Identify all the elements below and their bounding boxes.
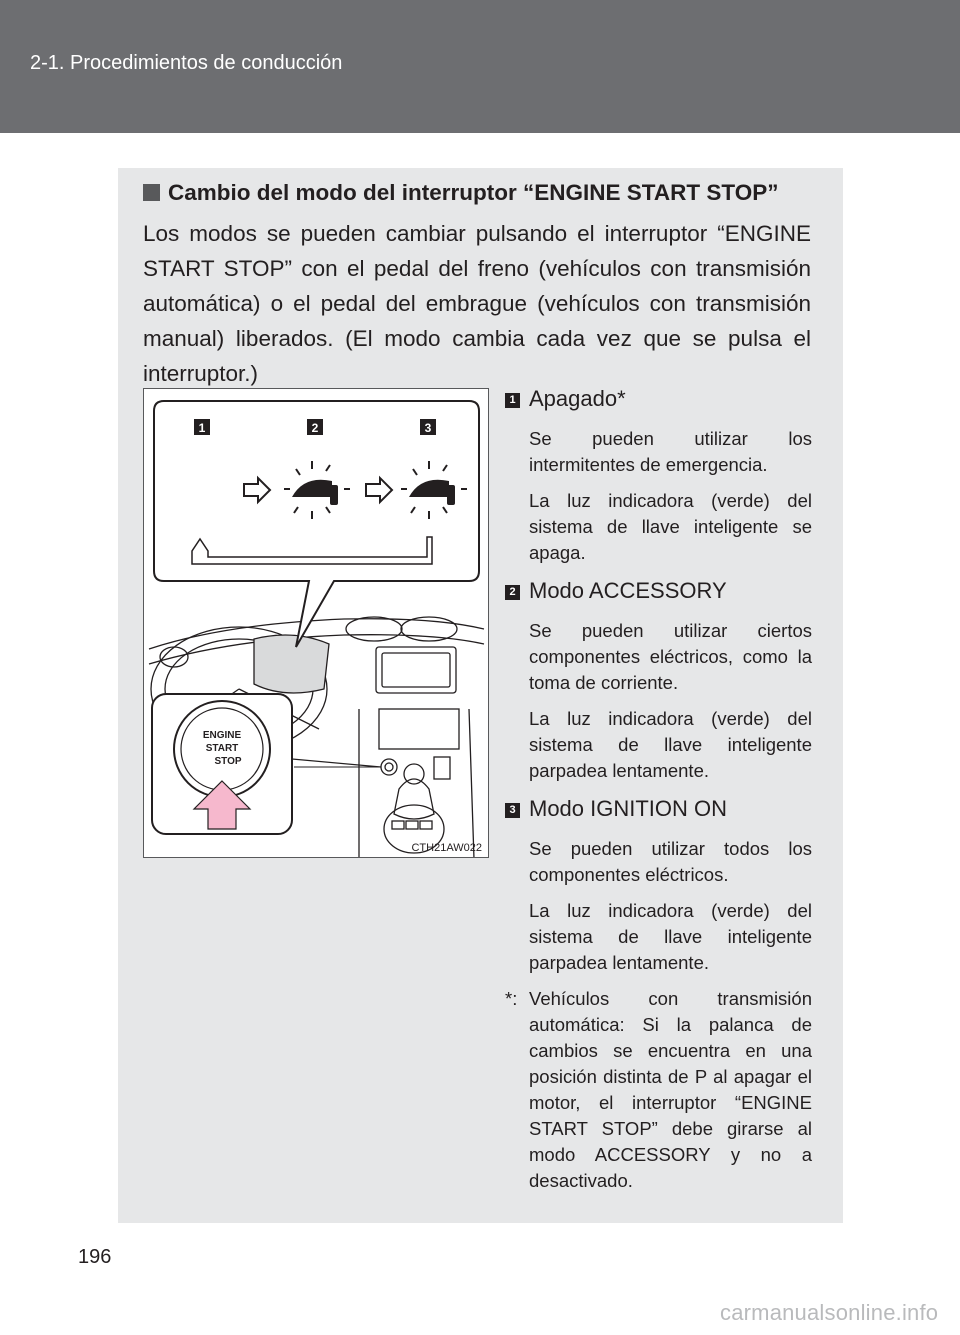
button-label-engine: ENGINE: [202, 730, 242, 741]
audio-unit: [376, 647, 456, 693]
square-bullet-icon: [143, 184, 160, 201]
mode-paragraph: Se pueden utilizar todos los componentes eléctricos.: [529, 838, 812, 885]
page-number: 196: [78, 1246, 112, 1268]
section-title: 2-1. Procedimientos de conducción: [30, 52, 343, 74]
footnote-mark: *:: [505, 988, 518, 1009]
button-label-stop: STOP: [214, 756, 242, 767]
mode-paragraph: La luz indicadora (verde) del sistema de llave inteligente parpadea lentamente.: [529, 900, 812, 973]
number-1-icon: 1: [505, 393, 520, 408]
footnote: [505, 986, 812, 1194]
center-vent: [346, 617, 402, 641]
illustration: [143, 388, 489, 858]
number-2-icon: 2: [505, 585, 520, 600]
callout-number-3: 3: [424, 421, 432, 435]
mode-title-text: Apagado*: [529, 386, 626, 411]
mode-title: [505, 794, 812, 824]
console-socket: [434, 757, 450, 779]
callout-number-1: 1: [198, 421, 206, 435]
modes-list: [505, 384, 812, 1194]
button-label-start: START: [205, 743, 239, 754]
shift-knob: [404, 764, 424, 784]
footnote-text: Vehículos con transmisión automática: Si la palanca de cambios se encuentra en una posición distinta de P al apagar el motor, el interruptor “ENGINE START STOP” debe girarse al modo ACCESSORY y no a desactivado.: [529, 988, 812, 1191]
mode-item-ignition-on: [505, 794, 812, 976]
dashboard-illustration: [144, 389, 489, 858]
mode-paragraph: La luz indicadora (verde) del sistema de llave inteligente se apaga.: [529, 490, 812, 563]
mode-paragraph: Se pueden utilizar los intermitentes de emergencia.: [529, 428, 812, 475]
page-header: [0, 0, 960, 133]
mode-title: [505, 576, 812, 606]
mode-title-text: Modo IGNITION ON: [529, 796, 728, 821]
callout-bubble: [154, 401, 479, 647]
section-heading: [143, 180, 778, 206]
intro-paragraph: Los modos se pueden cambiar pulsando el interruptor “ENGINE START STOP” con el pedal del freno (vehículos con transmisión automática) o el pedal del embrague (vehículos con transmisión manual) liberados. (El modo cambia cada vez que se pulsa el interruptor.): [143, 221, 811, 386]
mode-title: [505, 384, 812, 414]
number-3-icon: 3: [505, 803, 520, 818]
mode-item-accessory: [505, 576, 812, 784]
mode-paragraph: Se pueden utilizar ciertos componentes eléctricos, como la toma de corriente.: [529, 620, 812, 693]
illustration-code: CTH21AW022: [411, 842, 482, 854]
watermark: carmanualsonline.info: [720, 1300, 939, 1325]
callout-number-2: 2: [311, 421, 319, 435]
start-button-location: [381, 759, 397, 775]
section-heading-text: Cambio del modo del interruptor “ENGINE START STOP”: [168, 180, 779, 205]
mode-title-text: Modo ACCESSORY: [529, 578, 727, 603]
instrument-cluster: [254, 635, 329, 693]
mode-item-off: [505, 384, 812, 566]
mode-paragraph: La luz indicadora (verde) del sistema de llave inteligente parpadea lentamente.: [529, 708, 812, 781]
